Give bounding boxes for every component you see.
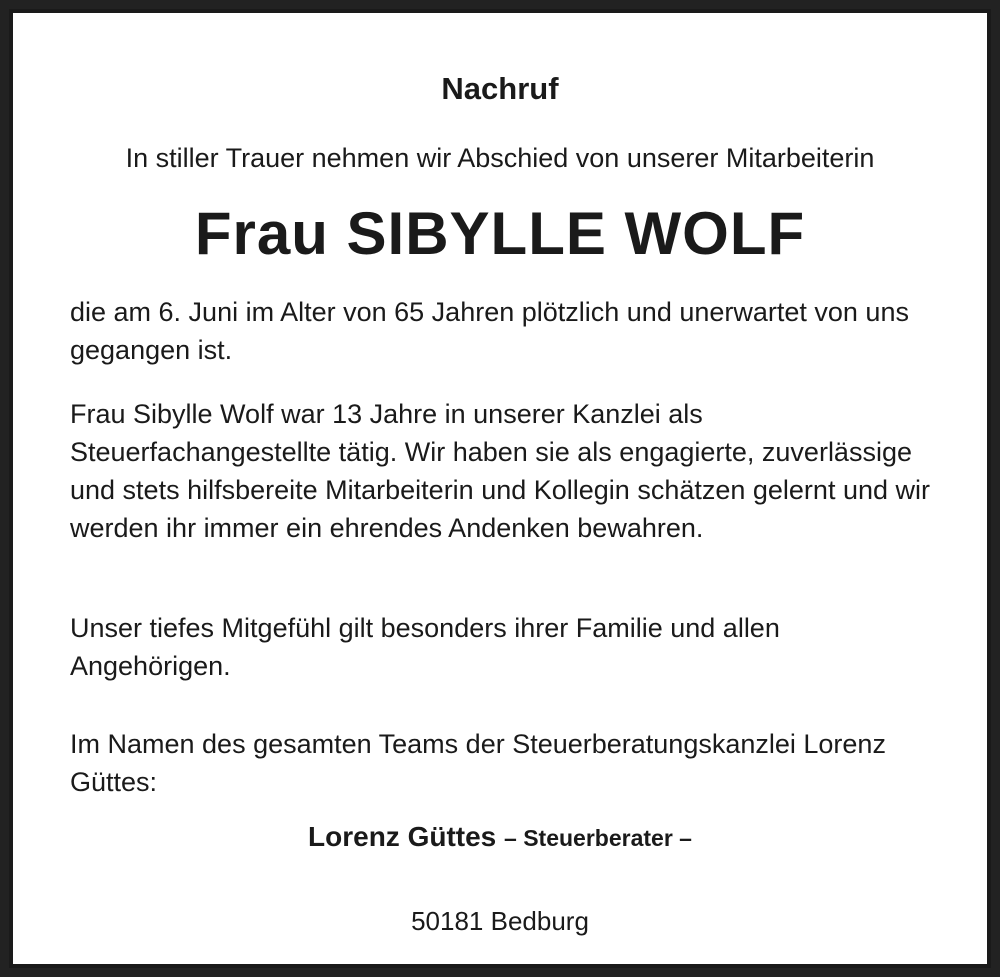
notice-paragraph-death: die am 6. Juni im Alter von 65 Jahren plötzlich und unerwartet von uns gegangen ist. bbox=[70, 297, 909, 365]
deceased-name: Frau SIBYLLE WOLF bbox=[194, 200, 806, 267]
obituary-notice bbox=[9, 9, 991, 968]
signer-name: Lorenz Güttes bbox=[308, 821, 497, 852]
notice-paragraph-condolence: Unser tiefes Mitgefühl gilt besonders ihrer Familie und allen Angehörigen. bbox=[70, 613, 780, 681]
notice-intro: In stiller Trauer nehmen wir Abschied von unserer Mitarbeiterin bbox=[125, 143, 875, 173]
signer-title: – Steuerberater – bbox=[504, 825, 692, 851]
notice-heading: Nachruf bbox=[441, 71, 559, 106]
notice-city: 50181 Bedburg bbox=[411, 906, 589, 936]
notice-paragraph-on-behalf: Im Namen des gesamten Teams der Steuerberatungskanzlei Lorenz Güttes: bbox=[70, 729, 886, 797]
signature-line bbox=[13, 821, 987, 853]
notice-paragraph-career: Frau Sibylle Wolf war 13 Jahre in unserer Kanzlei als Steuerfachangestellte tätig. Wir haben sie als engagierte, zuverlässige und stets hilfsbereite Mitarbeiterin und Kollegin schätzen gelernt und wir werden ihr immer ein ehrendes Andenken bewahren. bbox=[70, 399, 930, 543]
